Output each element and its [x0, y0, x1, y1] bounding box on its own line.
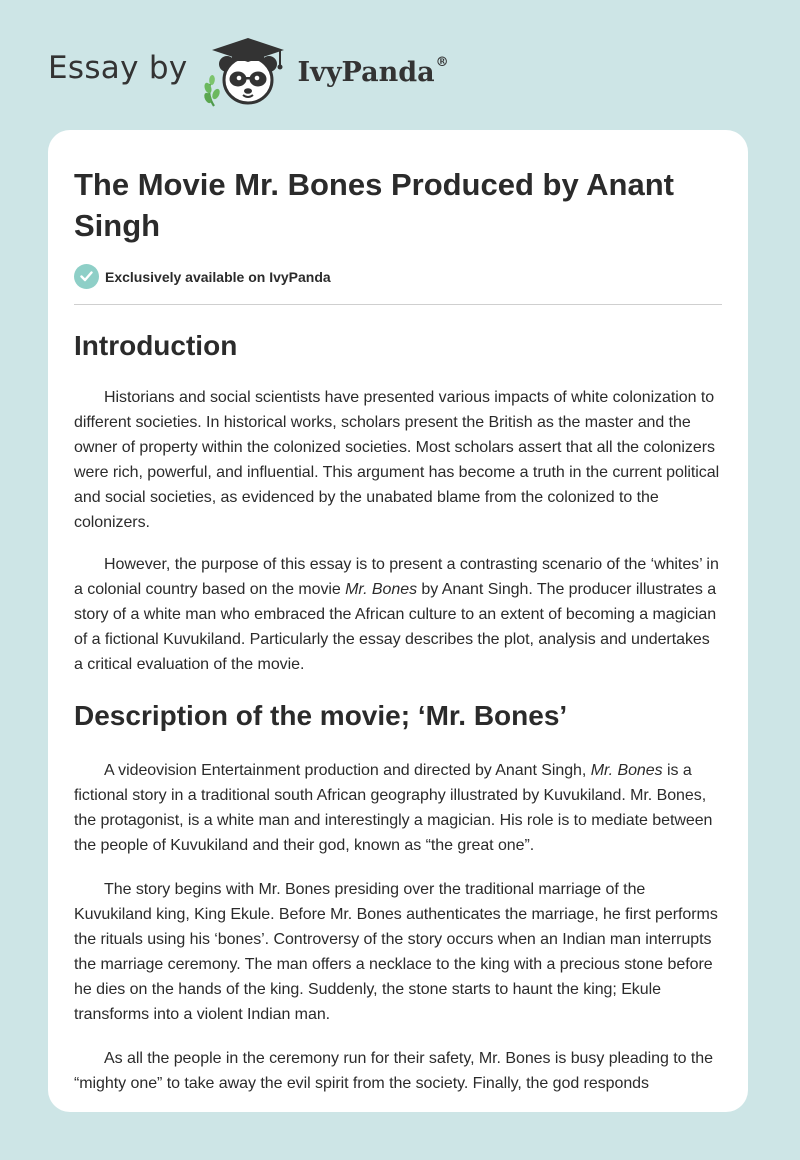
panda-graduate-logo-icon	[202, 34, 294, 108]
article-card	[48, 130, 748, 1112]
title-divider	[74, 304, 722, 305]
exclusive-badge	[74, 263, 722, 290]
brand-name: IvyPanda®	[297, 54, 449, 88]
brand-prefix: Essay by	[48, 50, 188, 86]
paragraph: A videovision Entertainment production and directed by Anant Singh, Mr. Bones is a fictional story in a traditional south African geography illustrated by Kuvukiland. Mr. Bones, the protagonist, is a white man and interestingly a magician. His role is to mediate between the people of Kuvukiland and their god, known as “the great one”.	[74, 762, 713, 854]
article-content	[74, 164, 722, 1096]
movie-title-emphasis: Mr. Bones	[345, 581, 418, 598]
registered-mark: ®	[435, 54, 449, 70]
check-circle-icon	[74, 264, 99, 289]
site-header	[48, 34, 449, 108]
section-heading-introduction: Introduction	[74, 330, 238, 361]
section-heading-description: Description of the movie; ‘Mr. Bones’	[74, 700, 568, 731]
badge-label: Exclusively available on IvyPanda	[105, 268, 331, 285]
paragraph: However, the purpose of this essay is to present a contrasting scenario of the ‘whites’ in a colonial country based on the movie Mr. Bones by Anant Singh. The producer illustrates a story of a white man who embraced the African culture to an extent of becoming a magician of a fictional Kuvukiland. Particularly the essay describes the plot, analysis and undertakes a critical evaluation of the movie.	[74, 556, 719, 673]
article-title: The Movie Mr. Bones Produced by Anant Singh	[74, 167, 674, 243]
paragraph: Historians and social scientists have presented various impacts of white colonization to different societies. In historical works, scholars present the British as the master and the owner of property within the colonized societies. Most scholars assert that all the colonizers were rich, powerful, and influential. This argument has become a truth in the current political and social societies, as evidenced by the unabated blame from the colonized to the colonizers.	[74, 389, 720, 531]
paragraph: As all the people in the ceremony run for their safety, Mr. Bones is busy pleading to the “mighty one” to take away the evil spirit from the society. Finally, the god responds	[74, 1050, 713, 1092]
movie-title-emphasis: Mr. Bones	[590, 762, 663, 779]
paragraph: The story begins with Mr. Bones presiding over the traditional marriage of the Kuvukiland king, King Ekule. Before Mr. Bones authenticates the marriage, he first performs the rituals using his ‘bones’. Controversy of the story occurs when an Indian man interrupts the marriage ceremony. The man offers a necklace to the king with a precious stone before he dies on the hands of the king. Suddenly, the stone starts to haunt the king; Ekule transforms into a violent Indian man.	[74, 881, 718, 1023]
